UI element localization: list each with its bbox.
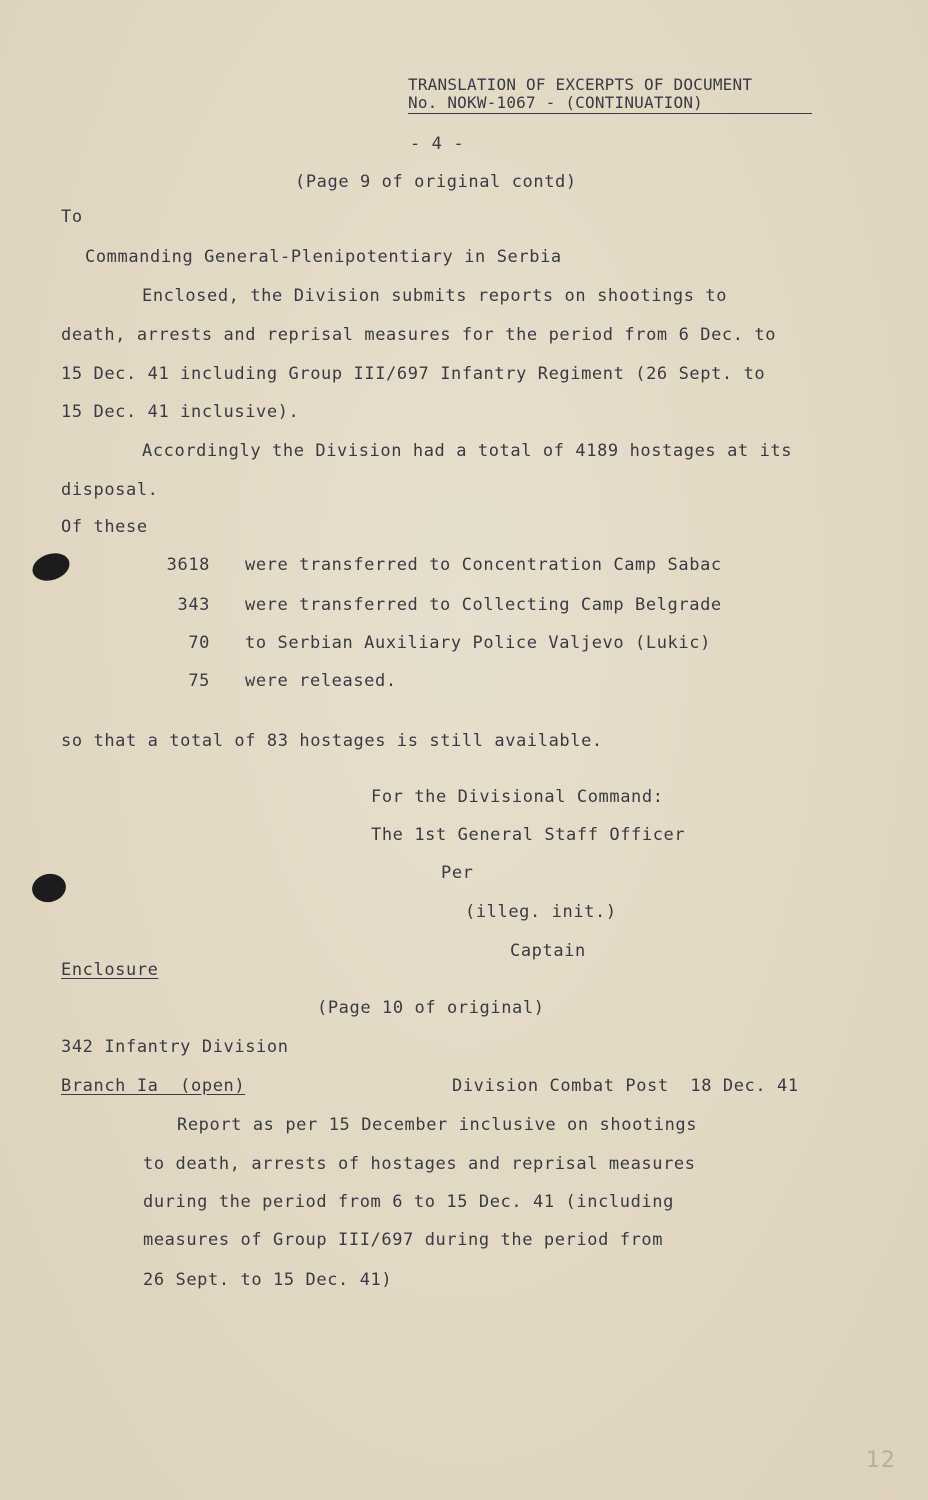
- report-line: Report as per 15 December inclusive on shootings: [177, 1115, 698, 1135]
- body-line: Enclosed, the Division submits reports on shootings to: [142, 286, 728, 306]
- signature-line: (illeg. init.): [465, 902, 617, 922]
- combat-post-date: Division Combat Post 18 Dec. 41: [452, 1076, 799, 1096]
- header-underline: [408, 113, 812, 114]
- page-reference-original-10: (Page 10 of original): [317, 998, 545, 1018]
- signature-line: For the Divisional Command:: [371, 787, 664, 807]
- addressee: Commanding General-Plenipotentiary in Serbia: [85, 247, 562, 267]
- body-line: death, arrests and reprisal measures for the period from 6 Dec. to: [61, 325, 777, 345]
- of-these-label: Of these: [61, 517, 148, 537]
- hostage-summary: so that a total of 83 hostages is still available.: [61, 731, 603, 751]
- hostage-count: 75: [188, 671, 210, 691]
- report-line: to death, arrests of hostages and reprisal measures: [143, 1154, 696, 1174]
- body-line: 15 Dec. 41 inclusive).: [61, 402, 300, 422]
- unit-name: 342 Infantry Division: [61, 1037, 289, 1057]
- report-line: measures of Group III/697 during the period from: [143, 1230, 664, 1250]
- enclosure-label: Enclosure: [61, 960, 159, 980]
- report-line: during the period from 6 to 15 Dec. 41 (including: [143, 1192, 674, 1212]
- hostage-disposition: were transferred to Collecting Camp Belgrade: [245, 595, 722, 615]
- hostage-count: 343: [177, 595, 210, 615]
- header-document-number: No. NOKW-1067 - (CONTINUATION): [408, 93, 703, 112]
- header-title: TRANSLATION OF EXCERPTS OF DOCUMENT: [408, 75, 753, 94]
- hostage-disposition: were transferred to Concentration Camp Sabac: [245, 555, 722, 575]
- page-marker: - 4 -: [410, 134, 465, 154]
- body-line: Accordingly the Division had a total of 4189 hostages at its: [142, 441, 793, 461]
- hostage-disposition: were released.: [245, 671, 397, 691]
- archive-page-number: 12: [866, 1448, 896, 1473]
- signature-line: Per: [441, 863, 474, 883]
- signature-line: The 1st General Staff Officer: [371, 825, 686, 845]
- punch-hole: [29, 871, 68, 905]
- report-line: 26 Sept. to 15 Dec. 41): [143, 1270, 393, 1290]
- punch-hole: [29, 549, 73, 585]
- page-reference-original-9: (Page 9 of original contd): [295, 172, 577, 192]
- hostage-count: 3618: [166, 555, 210, 575]
- salutation: To: [61, 207, 83, 227]
- branch-label: Branch Ia (open): [61, 1076, 246, 1096]
- body-line: disposal.: [61, 480, 159, 500]
- hostage-disposition: to Serbian Auxiliary Police Valjevo (Lukic): [245, 633, 711, 653]
- signature-rank: Captain: [510, 941, 586, 961]
- body-line: 15 Dec. 41 including Group III/697 Infantry Regiment (26 Sept. to: [61, 364, 766, 384]
- hostage-count: 70: [188, 633, 210, 653]
